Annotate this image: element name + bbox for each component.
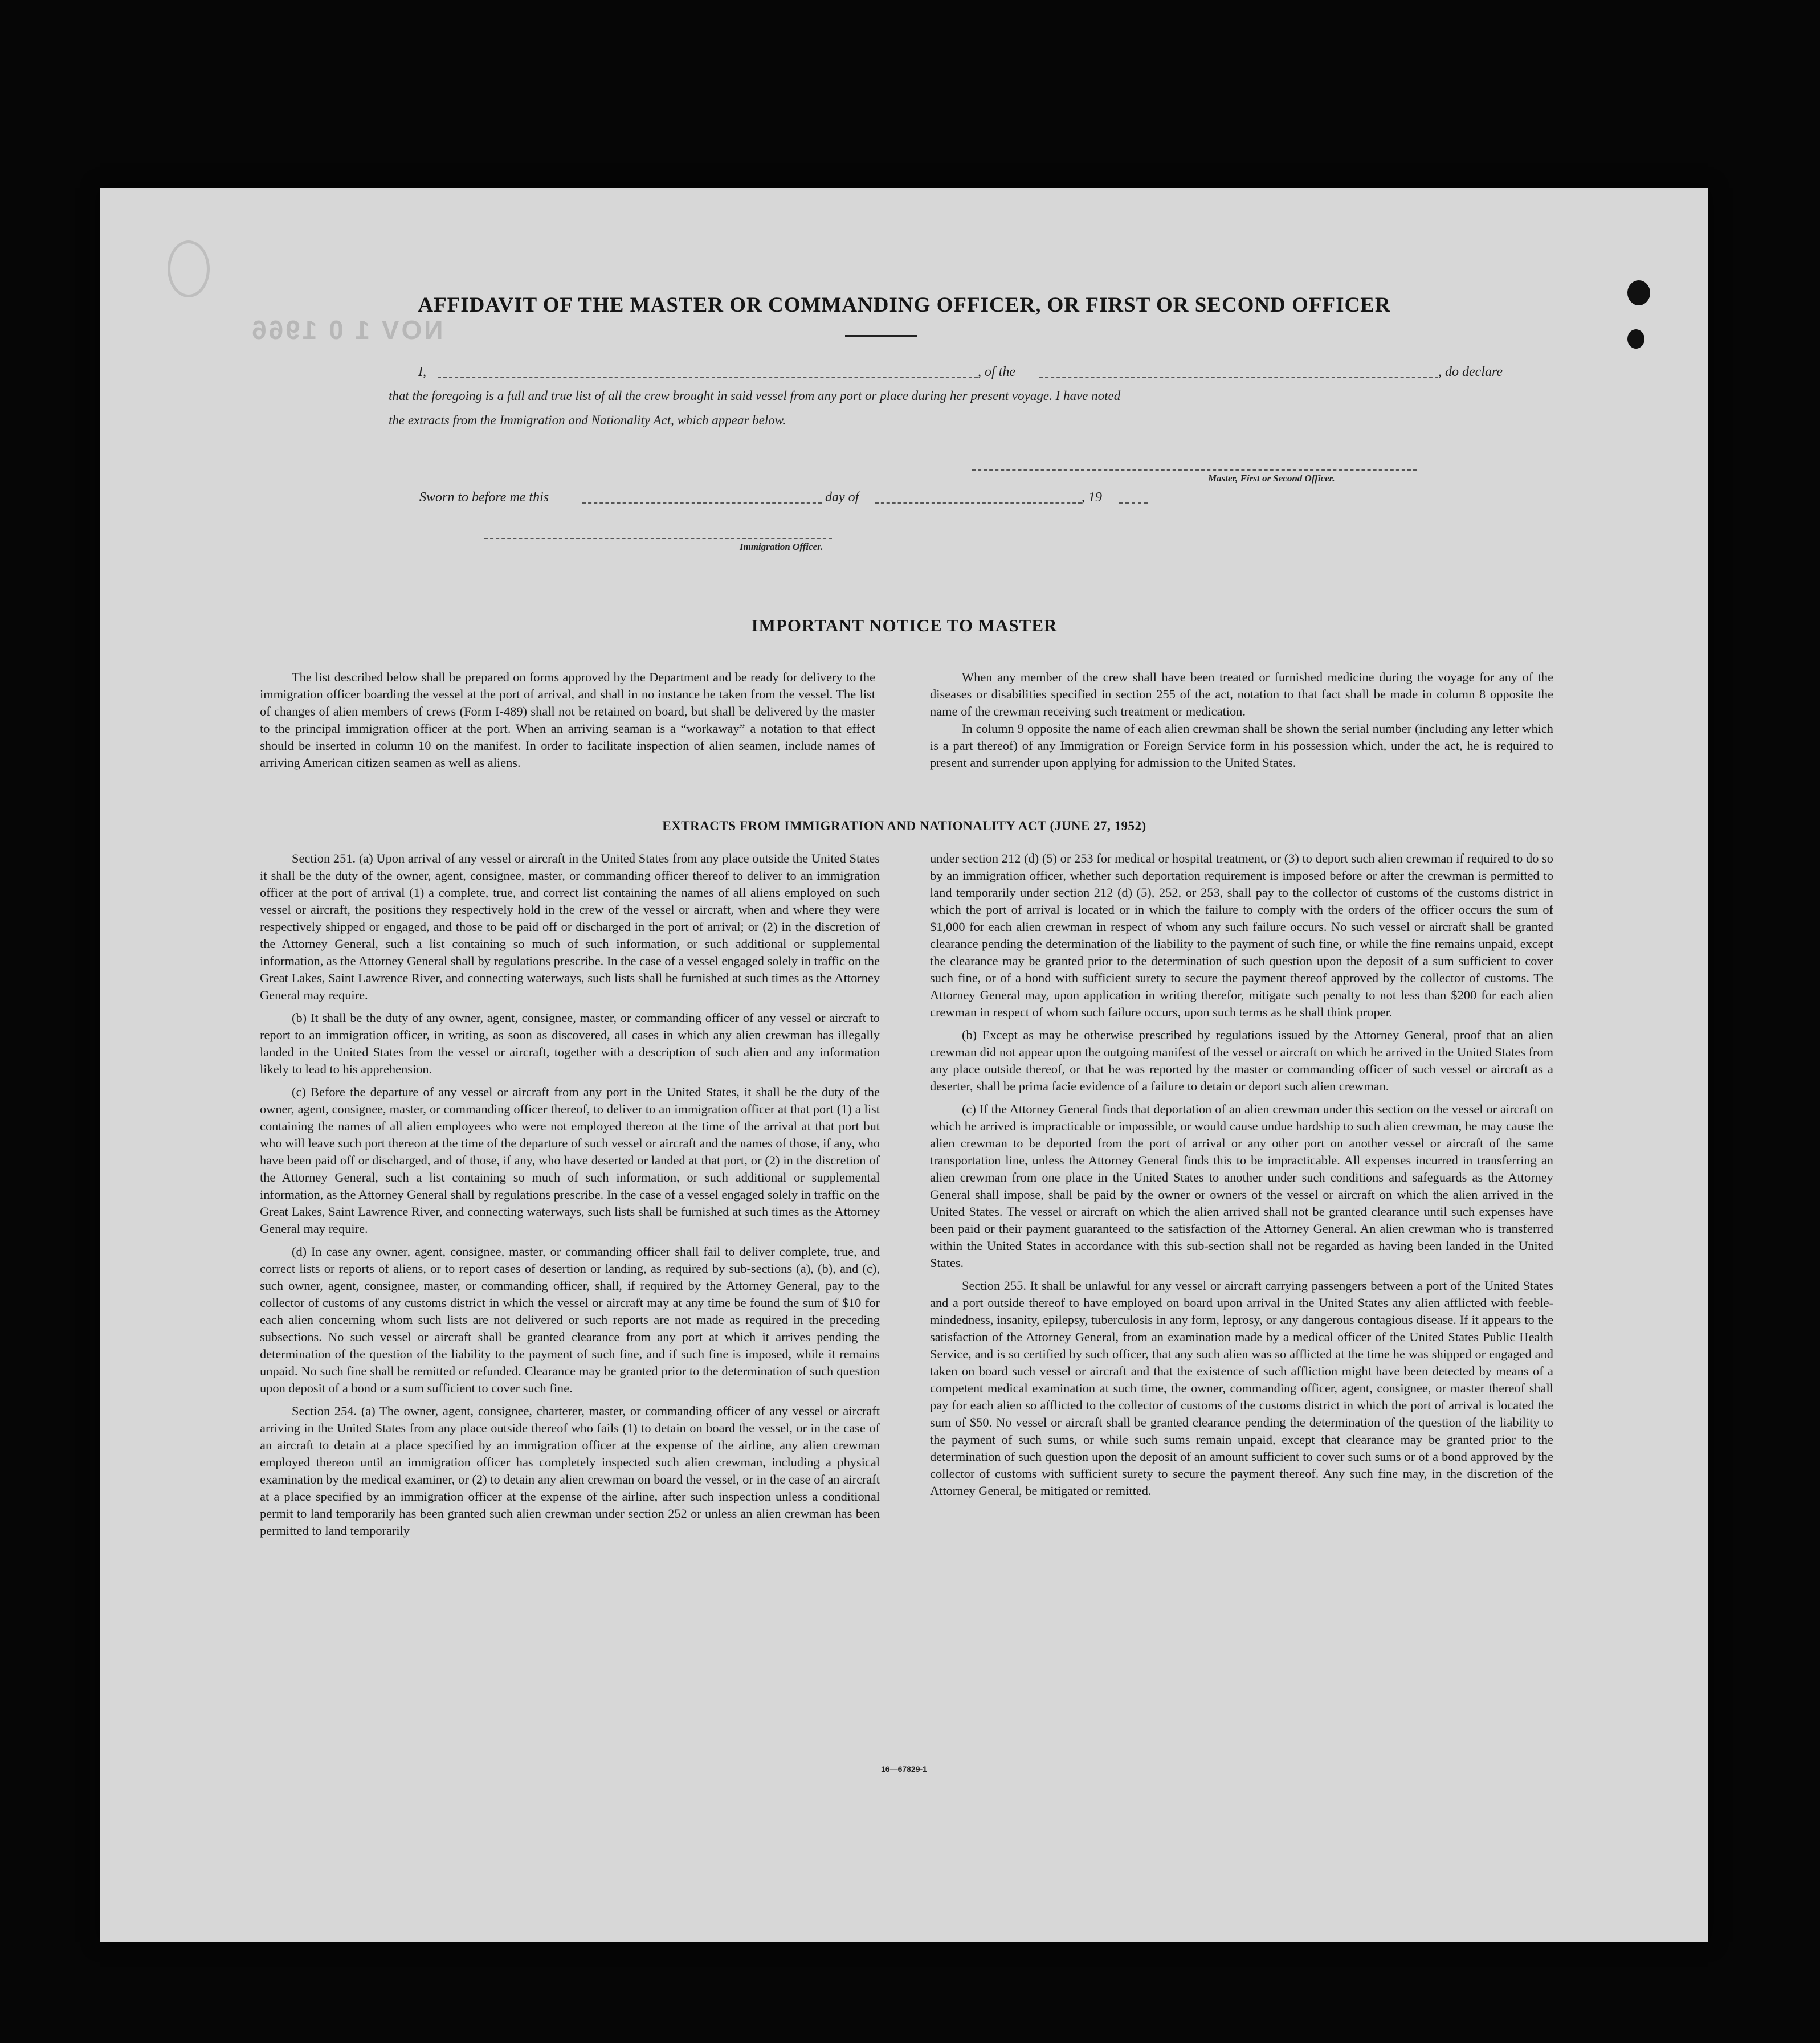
section-254a-continued: under section 212 (d) (5) or 253 for medical or hospital treatment, or (3) to deport such alien crewman if required to do so by an immigration officer, whether such deportation requirement is imposed before or after the crewman is permitted to land temporarily under section 212 (d) (5), 252, or 253, shall pay to the collector of customs of the customs district in which the port of arrival is located or in which the failure to comply with the orders of the officer occurs the sum of $1,000 for each alien crewman in respect of whom any such failure occurs. No such vessel or aircraft shall be granted clearance pending the determination of the liability to the payment of such fine, or while the fine remains unpaid, except the clearance may be granted prior to the determination of such question upon the deposit of a sum sufficient to cover such fine, or of a bond with sufficient surety to secure the payment thereof approved by the collector of customs. The Attorney General may, upon application in writing therefor, mitigate such penalty to not less than $200 for each alien crewman in respect of whom such failure occurs, upon such terms as he shall think proper.: [930, 851, 1553, 1019]
extracts-title: EXTRACTS FROM IMMIGRATION AND NATIONALITY ACT (JUNE 27, 1952): [662, 819, 1146, 833]
declarant-name-field[interactable]: [438, 377, 978, 378]
day-of-label: day of: [825, 490, 859, 505]
extracts-right-column: [930, 850, 1553, 1505]
section-251b: (b) It shall be the duty of any owner, agent, consignee, master, or commanding officer of any vessel or aircraft to report to an immigration officer, in writing, as soon as discovered, all cases in which any alien crewman has illegally landed in the United States from the vessel or aircraft, together with a description of such alien and any information likely to lead to his apprehension.: [260, 1011, 880, 1076]
notice-paragraph: In column 9 opposite the name of each alien crewman shall be shown the serial number (including any letter which is a part thereof) of any Immigration or Foreign Service form in his possession which, under the act, he is required to present and surrender upon applying for admission to the United States.: [930, 721, 1553, 770]
notice-left-column: [260, 669, 875, 771]
section-251c: (c) Before the departure of any vessel or aircraft from any port in the United States, it shall be the duty of the owner, agent, consignee, master, or commanding officer thereof, to deliver to an immigration officer at that port (1) a list containing the names of all alien employees who were not employed thereon at the time of the arrival at that port but who will leave such port thereon at the time of the departure of such vessel or aircraft and the names of those, if any, who have been paid off or discharged, and of those, if any, who have deserted or landed at that port, or (2) in the discretion of the Attorney General, such a list containing so much of such information, or such additional or supplemental information, as the Attorney General shall by regulations prescribe. In the case of a vessel engaged solely in traffic on the Great Lakes, Saint Lawrence River, and connecting waterways, such lists shall be furnished at such times as the Attorney General may require.: [260, 1085, 880, 1236]
declaration-line-2: the extracts from the Immigration and Nationality Act, which appear below.: [389, 413, 786, 427]
section-254c: (c) If the Attorney General finds that deportation of an alien crewman under this section on the vessel or aircraft on which he arrived is impracticable or impossible, or would cause undue hardship to such alien crewman, he may cause the alien crewman to be deported from the port of arrival or any other port on another vessel or aircraft of the same transportation line, unless the Attorney General finds this to be impracticable. All expenses incurred in transferring an alien crewman from one place in the United States to another under such conditions and safeguards as the Attorney General shall impose, shall be paid by the owner or owners of the vessel or aircraft on which the alien arrived in the United States. The vessel or aircraft on which the alien arrived shall not be granted clearance until such expenses have been paid or their payment guaranteed to the satisfaction of the Attorney General. An alien crewman who is transferred within the United States in accordance with this sub-section shall not be regarded as having been landed in the United States.: [930, 1102, 1553, 1270]
form-number: 16—67829-1: [881, 1764, 927, 1774]
affidavit-title: AFFIDAVIT OF THE MASTER OR COMMANDING OFFICER, OR FIRST OR SECOND OFFICER: [418, 293, 1391, 317]
officer-signature-field[interactable]: [484, 538, 832, 539]
sworn-label: Sworn to before me this: [419, 490, 549, 505]
section-254b: (b) Except as may be otherwise prescribed by regulations issued by the Attorney General, proof that an alien crewman did not appear upon the outgoing manifest of the vessel or aircraft on which he arrived in the United States from any place outside thereof, or that he was reported by the master or commanding officer of such vessel or aircraft as a deserter, shall be prima facie evidence of a failure to detain or deport such alien crewman.: [930, 1028, 1553, 1093]
section-255: Section 255. It shall be unlawful for any vessel or aircraft carrying passengers between a port of the United States and a port outside thereof to have employed on board upon arrival in the United States any alien afflicted with feeble-mindedness, insanity, epilepsy, tuberculosis in any form, leprosy, or any dangerous contagious disease. If it appears to the satisfaction of the Attorney General, from an examination made by a medical officer of the United States Public Health Service, and is so certified by such officer, that any such alien was so afflicted at the time he was shipped or engaged and taken on board such vessel or aircraft and that the existence of such affliction might have been detected by means of a competent medical examination at such time, the owner, commanding officer, agent, consignee, or master thereof shall pay for each alien so afflicted to the collector of customs of the customs district in which the port of arrival is located the sum of $50. No vessel or aircraft shall be granted clearance pending the determination of the question of the liability to the payment of such sums, or while such sums remain unpaid, except that clearance may be granted prior to the determination of such question upon the deposit of an amount sufficient to cover such sums or of a bond approved by the collector of customs with sufficient surety to secure the payment thereof. Any such fine may, in the discretion of the Attorney General, be mitigated or remitted.: [930, 1278, 1553, 1498]
declaration-line-1: that the foregoing is a full and true list of all the crew brought in said vessel from any port or place during her present voyage. I have noted: [389, 389, 1121, 403]
section-254a: Section 254. (a) The owner, agent, consignee, charterer, master, or commanding officer of any vessel or aircraft arriving in the United States from any place outside thereof who fails (1) to detain on board the vessel, or in the case of an aircraft to detain at a place specified by an immigration officer at the expense of the airline, any alien crewman employed thereon until an immigration officer has completely inspected such alien crewman, including a physical examination by the medical examiner, or (2) to detain any alien crewman on board the vessel, or in the case of an aircraft at a place specified by an immigration officer at the expense of the airline, after such inspection unless a conditional permit to land temporarily has been granted such alien crewman under section 252 or unless an alien crewman has been permitted to land temporarily: [260, 1404, 880, 1538]
officer-signature-caption: Immigration Officer.: [740, 541, 823, 552]
sworn-year-field[interactable]: [1119, 502, 1148, 504]
notice-right-column: [930, 669, 1553, 771]
notice-paragraph: The list described below shall be prepared on forms approved by the Department and be ready for delivery to the immigration officer boarding the vessel at the port of arrival, and shall in no instance be taken from the vessel. The list of changes of alien members of crews (Form I-489) shall not be retained on board, but shall be delivered by the master to the principal immigration officer at the port. When an arriving seaman is a “workaway” a notation to that effect should be inserted in column 10 on the manifest. In order to facilitate inspection of alien seamen, include names of arriving American citizen seamen as well as aliens.: [260, 670, 875, 770]
of-the-label: , of the: [978, 365, 1015, 379]
year-label: , 19: [1082, 490, 1102, 505]
ink-blot: [1627, 329, 1644, 349]
declarant-label: I,: [418, 365, 426, 379]
bleed-through-stamp: NOV 1 0 1966: [250, 315, 443, 345]
document-page: [100, 188, 1708, 1942]
notice-title: IMPORTANT NOTICE TO MASTER: [751, 615, 1058, 635]
section-251d: (d) In case any owner, agent, consignee, master, or commanding officer shall fail to deliver complete, true, and correct lists or reports of aliens, or to report cases of desertion or landing, as required by sub-sections (a), (b), and (c), such owner, agent, consignee, master, or commanding officer, shall, if required by the Attorney General, pay to the collector of customs of any customs district in which the vessel or aircraft may at any time be found the sum of $10 for each alien concerning whom such lists are not delivered or such reports are not made as required in the preceding subsections. No such vessel or aircraft shall be granted clearance from any port at which it arrives pending the determination of the question of the liability to the payment of such fine, and if such fine is imposed, while it remains unpaid. No such fine shall be remitted or refunded. Clearance may be granted prior to the determination of such question upon deposit of a bond or a sum sufficient to cover such fine.: [260, 1244, 880, 1395]
master-signature-caption: Master, First or Second Officer.: [1208, 473, 1335, 484]
do-declare-label: , do declare: [1438, 365, 1503, 379]
section-251a: Section 251. (a) Upon arrival of any vessel or aircraft in the United States from any place outside the United States it shall be the duty of the owner, agent, consignee, master, or commanding officer thereof to deliver to an immigration officer at the port of arrival (1) a complete, true, and correct list containing the names of all aliens employed on such vessel or aircraft, the positions they respectively hold in the crew of the vessel or aircraft, when and where they were respectively shipped or engaged, and those to be paid off or discharged in the port of arrival; or (2) in the discretion of the Attorney General, such a list containing so much of such information, or such additional or supplemental information, as the Attorney General shall by regulations prescribe. In the case of a vessel engaged solely in traffic on the Great Lakes, Saint Lawrence River, and connecting waterways, such lists shall be furnished at such times as the Attorney General may require.: [260, 851, 880, 1002]
title-divider: [845, 335, 917, 337]
notice-paragraph: When any member of the crew shall have been treated or furnished medicine during the voyage for any of the diseases or disabilities specified in section 255 of the act, notation to that fact shall be made in column 8 opposite the name of the crewman receiving such treatment or medication.: [930, 670, 1553, 718]
master-signature-field[interactable]: [972, 469, 1417, 471]
extracts-left-column: [260, 850, 880, 1545]
sworn-day-field[interactable]: [582, 502, 822, 504]
vessel-name-field[interactable]: [1039, 377, 1438, 378]
punch-hole-mark: [168, 240, 210, 297]
sworn-month-field[interactable]: [875, 502, 1082, 504]
